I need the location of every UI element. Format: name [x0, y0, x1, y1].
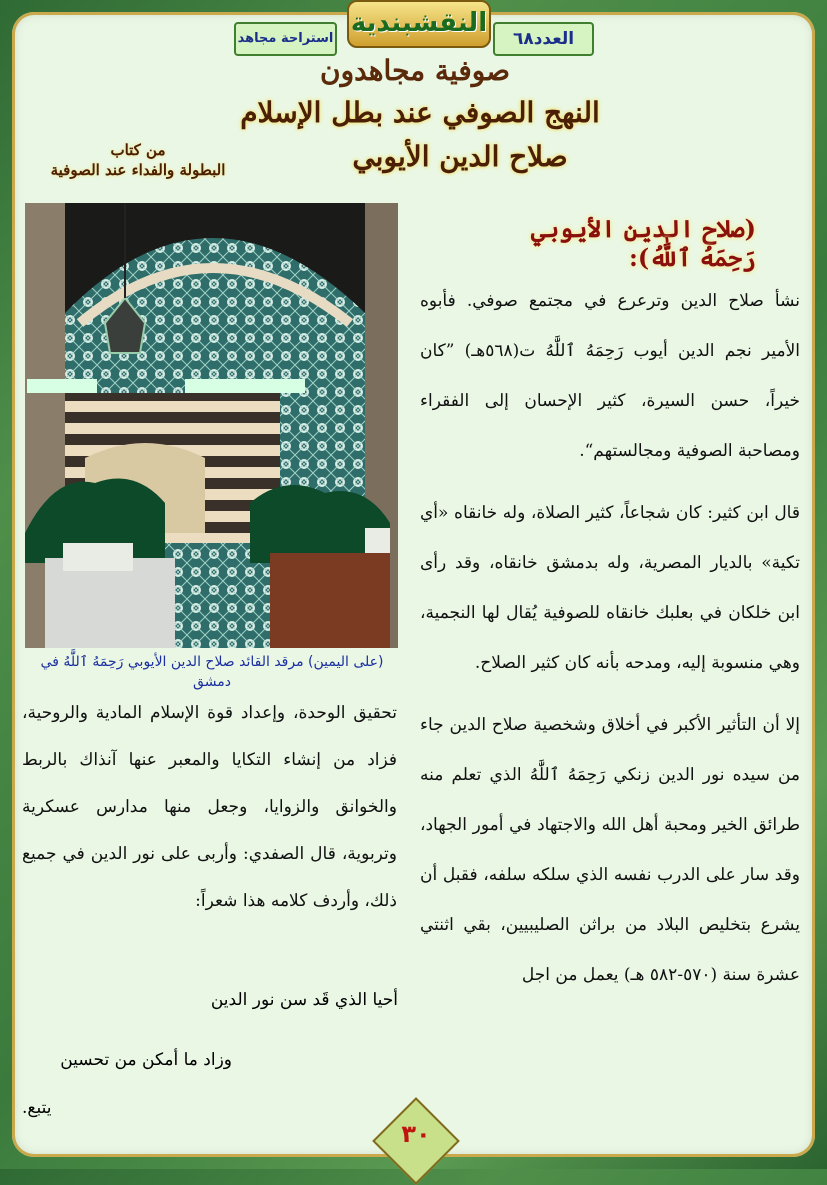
series-title: صوفية مجاهدون [320, 54, 510, 87]
issue-number-tab: العدد٦٨ [493, 22, 594, 56]
source-label: من كتاب [110, 141, 166, 159]
section-heading: (صلاح الدين الأيوبي رَحِمَهُ ٱللَّٰهُ): [531, 214, 756, 272]
continued-note: يتبع. [22, 1098, 52, 1118]
paragraph-ibn-kathir: قال ابن كثير: كان شجاعاً، كثير الصلاة، وله خانقاه «أي تكية» بالديار المصرية، وله بدمشق خانقاه، وقد رأى ابن خلكان في بعلبك خانقاه للصوفية يُقال لها النجمية، وهي منسوبة إليه، ومدحه بأنه كان كثير الصلاح. [420, 503, 800, 673]
paragraph-unity: تحقيق الوحدة، وإعداد قوة الإسلام المادية والروحية، فزاد من إنشاء التكايا والمعبر عنها آنذاك بالربط والخوانق والزوايا، وجعل منها مدارس عسكرية وتربوية، قال الصفدي: وأربى على نور الدين في جميع ذلك، وأردف كلامه هذا شعراً: [22, 703, 397, 911]
source-book [26, 140, 250, 180]
paragraph-father: نشأ صلاح الدين وترعرع في مجتمع صوفي. فأبوه الأمير نجم الدين أيوب رَحِمَهُ ٱللَّٰهُ ت(٥٦٨هـ) ”كان خيراً، حسن السيرة، كثير الإحسان إلى الفقراء ومصاحبة الصوفية ومجالستهم“. [420, 291, 800, 461]
paragraph-nur-al-din: إلا أن التأثير الأكبر في أخلاق وشخصية صلاح الدين جاء من سيده نور الدين زنكي رَحِمَهُ ٱللَّٰهُ الذي تعلم منه طرائق الخير ومحبة أهل الله والاجتهاد في أمور الجهاد، وقد سار على الدرب نفسه الذي سلكه سلفه، فقبل أن يشرع بتخليص البلاد من براثن الصليبيين، بقي اثنتي عشرة سنة (٥٧٠-٥٨٢ هـ) يعمل من اجل [420, 715, 800, 985]
photo-caption: (على اليمين) مرقد القائد صلاح الدين الأيوبي رَحِمَهُ ٱللَّٰهُ في دمشق [40, 654, 384, 690]
magazine-logo: النقشبندية [347, 0, 491, 48]
article-title-line1: النهج الصوفي عند بطل الإسلام [240, 96, 600, 129]
tomb-photo [25, 203, 398, 648]
page-number: ٣٠ [401, 1120, 431, 1148]
source-title: البطولة والفداء عند الصوفية [50, 161, 226, 179]
verse-line-2: وزاد ما أمكن من تحسين [60, 1050, 232, 1070]
verse-line-1: أحيا الذي قَد سن نور الدين [210, 990, 398, 1010]
right-column [420, 276, 800, 1000]
article-title-line2: صلاح الدين الأيوبي [352, 140, 568, 173]
left-column [22, 690, 397, 925]
section-name-tab: استراحة مجاهد [234, 22, 337, 56]
